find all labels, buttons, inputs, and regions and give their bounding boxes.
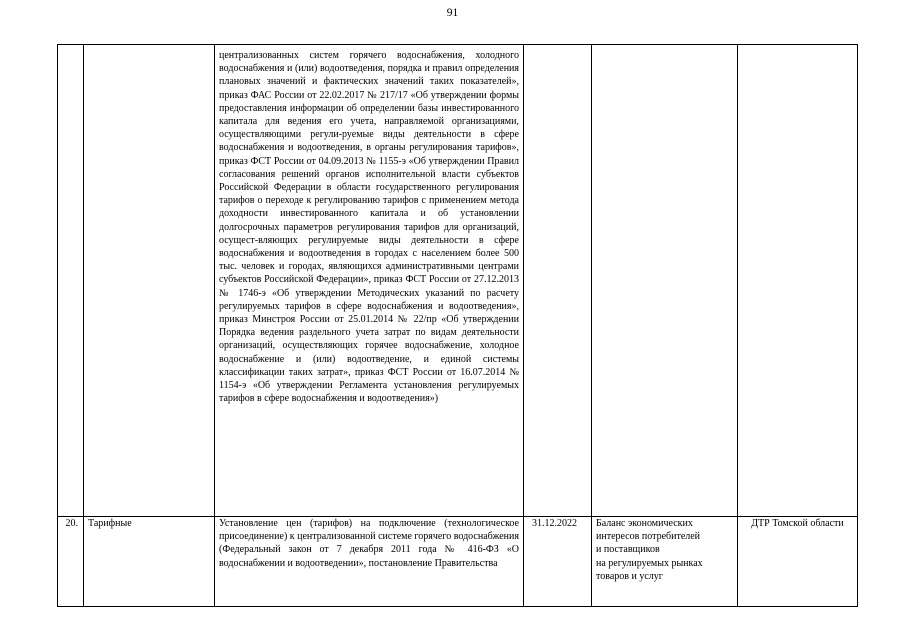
cell-result (592, 45, 738, 517)
table-row-20 (58, 517, 858, 607)
cell-responsible (738, 45, 858, 517)
row-number: 20. (58, 517, 84, 607)
result-line: Баланс экономических (596, 518, 693, 529)
cell-deadline (524, 45, 592, 517)
page-number: 91 (446, 7, 459, 19)
row-expected-result (592, 517, 738, 607)
table-row-continuation (58, 45, 858, 517)
measures-table (57, 44, 858, 607)
result-line: на регулируемых рынках (596, 557, 703, 569)
result-line: интересов потребителей (596, 531, 701, 543)
result-line: и поставщиков (596, 544, 660, 556)
row-deadline: 31.12.2022 (524, 517, 592, 607)
cell-number (58, 45, 84, 517)
row-legal-basis: Установление цен (тарифов) на подключение (технологическое присоединение) к централизованной системе горячего водоснабжения (Федеральный закон от 7 декабря 2011 года № 416-ФЗ «О водоснабжении и водоотведении», постановление Правительства (215, 517, 524, 607)
cell-legal-basis: централизованных систем горячего водоснабжения, холодного водоснабжения и (или) водоотведения, порядка и правил определения плановых значений и фактических значений таких показателей», приказ ФАС России от 22.02.2017 № 217/17 «Об утверждении формы предоставления информации об определении базы инвестированного капитала для ведения его учета, направляемой организациями, осуществляющими регули-руемые виды деятельности в сфере водоснабжения и водоотведения, в органы регулирования тарифов», приказ ФСТ России от 04.09.2013 № 1155-э «Об утверждении Правил согласования решений органов исполнительной власти субъектов Российской Федерации в области государственного регулирования тарифов о переходе к регулированию тарифов с применением метода доходности инвестированного капитала и об установлении долгосрочных параметров регулирования тарифов для организаций, осущест-вляющих регулируемые виды деятельности в сфере водоснабжения и водоотведения в городах с населением более 500 тыс. человек и городах, являющихся административными центрами субъектов Российской Федерации», приказ ФСТ России от 27.12.2013 № 1746-э «Об утверждении Методических указаний по расчету регулируемых тарифов в сфере водоснабжения и водоотведения», приказ Минстроя России от 25.01.2014 № 22/пр «Об утверждении Порядка ведения раздельного учета затрат по видам деятельности организаций, осуществляющих горячее водоснабжение, холодное водоснабжение и (или) водоотведение, и единой системы классификации таких затрат», приказ ФСТ России от 16.07.2014 № 1154-э «Об утверждении Регламента установления регулируемых тарифов в сфере водоснабжения и водоотведения») (215, 45, 524, 517)
row-responsible: ДТР Томской области (738, 517, 858, 607)
row-category: Тарифные (84, 517, 215, 607)
cell-category (84, 45, 215, 517)
result-line: товаров и услуг (596, 570, 663, 582)
